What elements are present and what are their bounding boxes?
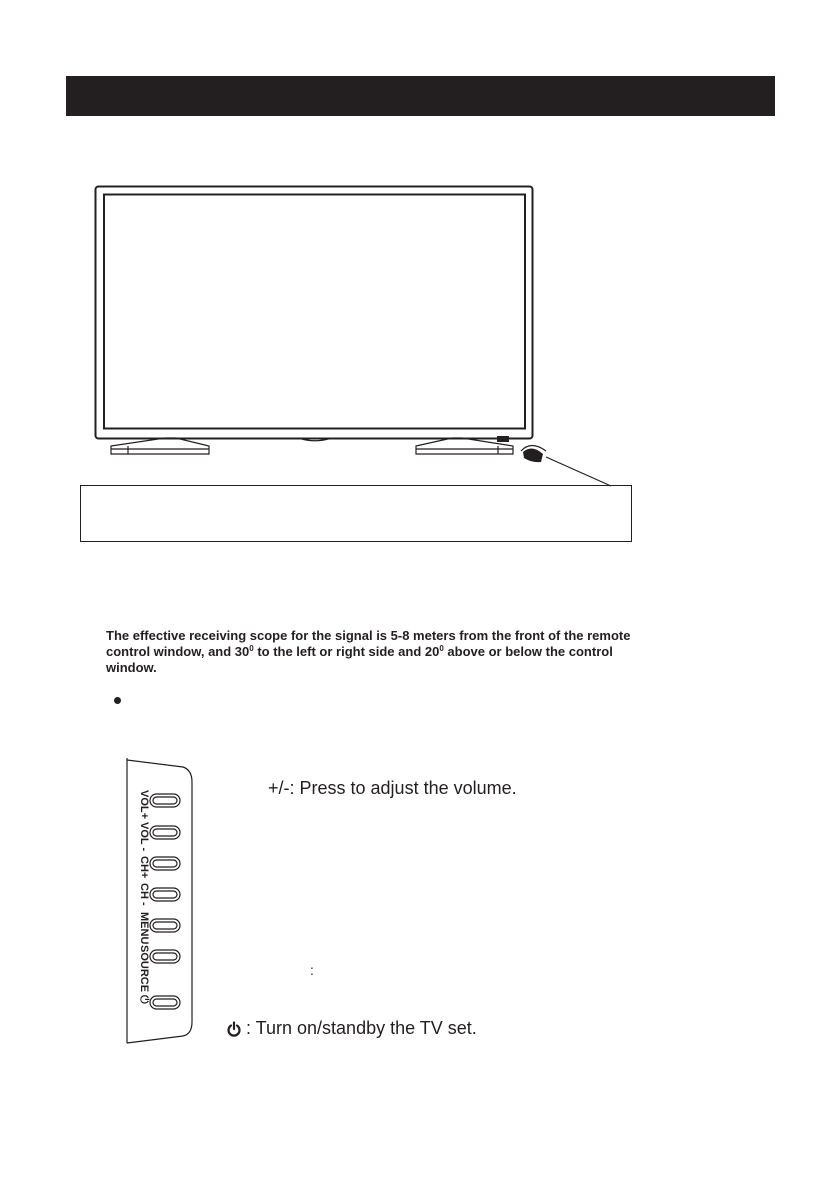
power-icon [227, 1021, 241, 1037]
tv-left-stand [111, 438, 209, 454]
remote-window-label-box [80, 485, 632, 542]
button-label-ch-minus: CH - [138, 883, 150, 906]
receiving-scope-line1: The effective receiving scope for the signal is 5-8 meters from the front of the remote [106, 628, 631, 643]
bullet-dot [114, 697, 121, 704]
vol-description: +/-: Press to adjust the volume. [268, 778, 517, 798]
tv-screen [104, 195, 525, 429]
receiving-scope-line3: window. [106, 660, 157, 675]
receiving-scope-line2a: control window, and 30 [106, 644, 250, 659]
remote-sensor-icon [521, 446, 546, 463]
tv-bezel [96, 187, 533, 439]
receiving-scope-text [106, 628, 726, 676]
side-button [150, 919, 180, 932]
button-label-ch-plus: CH+ [138, 856, 150, 879]
ir-receiver [497, 436, 509, 442]
degree-mark: 0 [439, 644, 444, 653]
button-label-vol-minus: VOL - [138, 822, 150, 852]
side-button [150, 950, 180, 963]
power-description [227, 1017, 477, 1039]
leader-line [546, 457, 611, 486]
receiving-scope-line2b: to the left or right side and 20 [253, 644, 440, 659]
button-label-power: ⏻ [138, 995, 150, 1004]
side-button [150, 857, 180, 870]
side-button [150, 996, 180, 1009]
button-label-menu: MENU [138, 912, 150, 945]
side-button [150, 826, 180, 839]
source-description-colon: : [310, 962, 314, 978]
degree-mark: 0 [249, 644, 254, 653]
side-button [150, 794, 180, 807]
receiving-scope-line2c: above or below the control [443, 644, 613, 659]
side-button [150, 888, 180, 901]
power-description-text: : Turn on/standby the TV set. [246, 1018, 477, 1038]
button-label-vol-plus: VOL+ [138, 790, 150, 820]
button-label-source: SOURCE [138, 945, 150, 993]
